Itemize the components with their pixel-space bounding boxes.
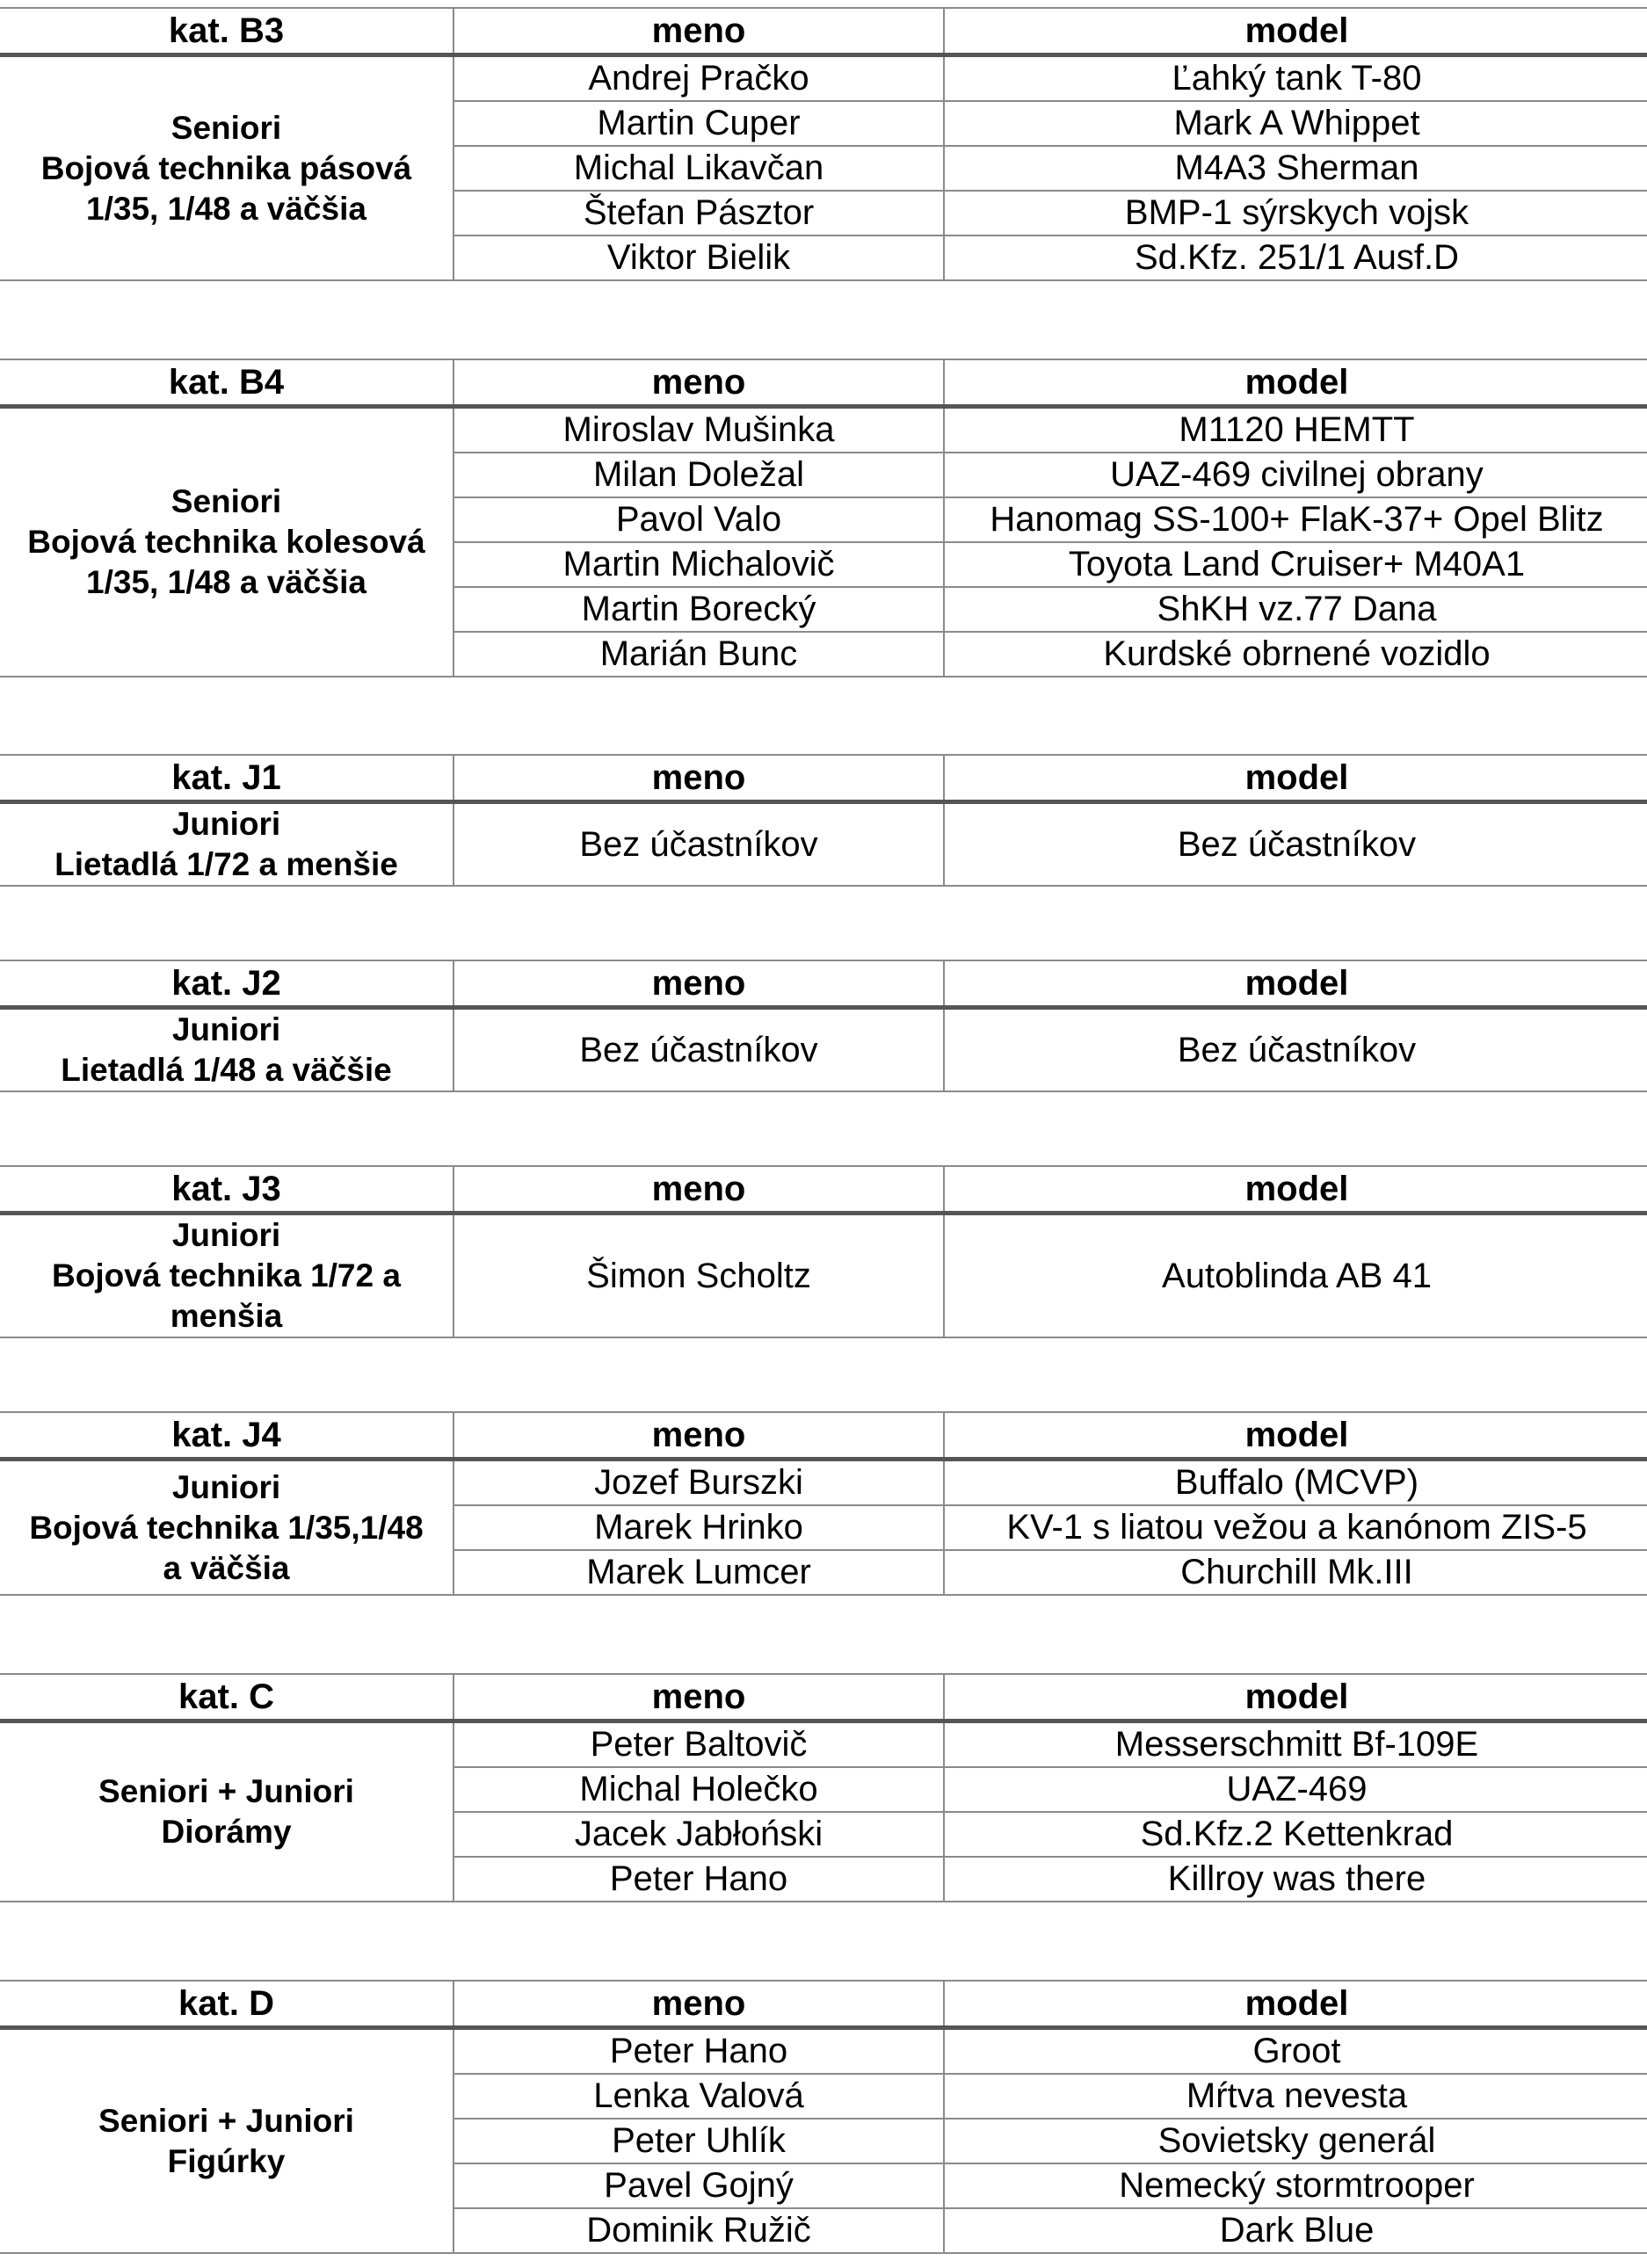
model-name: Messerschmitt Bf-109E [944,1721,1647,1768]
table-header-row [0,1674,1647,1721]
participant-name: Andrej Pračko [453,55,944,102]
category-label [0,802,453,887]
participant-name: Pavel Gojný [453,2163,944,2208]
participant-name: Milan Doležal [453,453,944,497]
model-name: Dark Blue [944,2208,1647,2253]
column-header-meno: meno [453,755,944,802]
category-label [0,1008,453,1092]
participant-name: Peter Hano [453,2028,944,2075]
participant-name: Michal Likavčan [453,146,944,191]
category-label-line: Bojová technika 1/72 a [52,1257,401,1293]
category-code: kat. J2 [0,960,453,1008]
category-label-line: Bojová technika 1/35,1/48 [29,1509,424,1546]
table-header-row [0,1412,1647,1460]
column-header-meno: meno [453,359,944,407]
table-row [0,407,1647,453]
column-header-meno: meno [453,960,944,1008]
model-name: Mŕtva nevesta [944,2074,1647,2119]
model-name: Mark A Whippet [944,101,1647,146]
category-label-line: Figúrky [167,2142,286,2179]
model-name: M4A3 Sherman [944,146,1647,191]
participant-name: Bez účastníkov [453,1008,944,1092]
column-header-model: model [944,1412,1647,1460]
participant-name: Peter Uhlík [453,2119,944,2163]
model-name: Bez účastníkov [944,802,1647,887]
category-table-d [0,1980,1647,2254]
category-code: kat. B4 [0,359,453,407]
category-label [0,2028,453,2254]
column-header-model: model [944,1166,1647,1214]
participant-name: Pavol Valo [453,497,944,542]
column-header-model: model [944,8,1647,55]
table-header-row [0,755,1647,802]
table-row [0,802,1647,887]
model-name: UAZ-469 [944,1767,1647,1812]
participant-name: Marek Lumcer [453,1550,944,1595]
model-name: BMP-1 sýrskych vojsk [944,191,1647,235]
category-label-line: a väčšia [163,1549,290,1586]
category-label-line: Diorámy [161,1814,292,1850]
category-table-b3 [0,7,1647,281]
category-label [0,407,453,678]
model-name: Bez účastníkov [944,1008,1647,1092]
participant-name: Michal Holečko [453,1767,944,1812]
table-row [0,55,1647,102]
category-table-j1 [0,754,1647,887]
participant-name: Lenka Valová [453,2074,944,2119]
column-header-model: model [944,960,1647,1008]
participant-name: Bez účastníkov [453,802,944,887]
model-name: Sd.Kfz.2 Kettenkrad [944,1812,1647,1857]
table-row [0,1008,1647,1092]
model-name: M1120 HEMTT [944,407,1647,453]
participant-name: Štefan Pásztor [453,191,944,235]
model-name: Churchill Mk.III [944,1550,1647,1595]
category-label-line: Seniori [171,483,282,519]
category-label-line: Lietadlá 1/48 a väčšie [61,1052,392,1088]
model-name: Hanomag SS-100+ FlaK-37+ Opel Blitz [944,497,1647,542]
participant-name: Šimon Scholtz [453,1214,944,1338]
category-table-j4 [0,1411,1647,1596]
category-label-line: menšia [170,1298,283,1334]
table-row [0,1460,1647,1506]
participant-name: Peter Hano [453,1857,944,1902]
category-table-j2 [0,960,1647,1092]
model-name: Autoblinda AB 41 [944,1214,1647,1338]
participant-name: Marián Bunc [453,632,944,677]
category-label-line: Juniori [171,1217,281,1253]
model-name: KV-1 s liatou vežou a kanónom ZIS-5 [944,1505,1647,1550]
model-name: Toyota Land Cruiser+ M40A1 [944,542,1647,587]
participant-name: Dominik Ružič [453,2208,944,2253]
table-row [0,1214,1647,1338]
column-header-meno: meno [453,8,944,55]
participant-name: Miroslav Mušinka [453,407,944,453]
category-table-c [0,1673,1647,1902]
table-header-row [0,359,1647,407]
model-name: Killroy was there [944,1857,1647,1902]
table-header-row [0,8,1647,55]
category-label [0,55,453,281]
column-header-model: model [944,1674,1647,1721]
column-header-meno: meno [453,1412,944,1460]
model-name: Buffalo (MCVP) [944,1460,1647,1506]
category-code: kat. J3 [0,1166,453,1214]
category-label-line: Seniori [171,109,282,146]
model-name: UAZ-469 civilnej obrany [944,453,1647,497]
model-name: Groot [944,2028,1647,2075]
category-label-line: 1/35, 1/48 a väčšia [86,564,366,600]
category-code: kat. C [0,1674,453,1721]
column-header-meno: meno [453,1674,944,1721]
participant-name: Martin Cuper [453,101,944,146]
category-label [0,1214,453,1338]
table-header-row [0,960,1647,1008]
category-label-line: Juniori [171,1468,281,1505]
category-label-line: Bojová technika kolesová [27,524,425,560]
participant-name: Peter Baltovič [453,1721,944,1768]
category-table-b4 [0,359,1647,678]
participant-name: Jacek Jabłoński [453,1812,944,1857]
category-label-line: Seniori + Juniori [98,2102,354,2139]
category-label-line: Juniori [171,1011,281,1047]
model-name: Sovietsky generál [944,2119,1647,2163]
column-header-meno: meno [453,1981,944,2028]
category-label-line: Juniori [171,806,281,842]
category-label [0,1721,453,1902]
category-label-line: 1/35, 1/48 a väčšia [86,190,366,227]
table-header-row [0,1166,1647,1214]
column-header-meno: meno [453,1166,944,1214]
category-label-line: Seniori + Juniori [98,1773,354,1809]
category-label-line: Bojová technika pásová [40,149,412,186]
table-row [0,2028,1647,2075]
column-header-model: model [944,359,1647,407]
participant-name: Jozef Burszki [453,1460,944,1506]
table-header-row [0,1981,1647,2028]
category-table-j3 [0,1165,1647,1338]
participant-name: Viktor Bielik [453,235,944,280]
model-name: Sd.Kfz. 251/1 Ausf.D [944,235,1647,280]
column-header-model: model [944,755,1647,802]
category-code: kat. J4 [0,1412,453,1460]
category-code: kat. D [0,1981,453,2028]
category-code: kat. B3 [0,8,453,55]
model-name: ShKH vz.77 Dana [944,587,1647,632]
category-code: kat. J1 [0,755,453,802]
category-label-line: Lietadlá 1/72 a menšie [54,846,398,882]
participant-name: Marek Hrinko [453,1505,944,1550]
category-label [0,1460,453,1596]
model-name: Kurdské obrnené vozidlo [944,632,1647,677]
participant-name: Martin Borecký [453,587,944,632]
participant-name: Martin Michalovič [453,542,944,587]
column-header-model: model [944,1981,1647,2028]
model-name: Ľahký tank T-80 [944,55,1647,102]
model-name: Nemecký stormtrooper [944,2163,1647,2208]
table-row [0,1721,1647,1768]
